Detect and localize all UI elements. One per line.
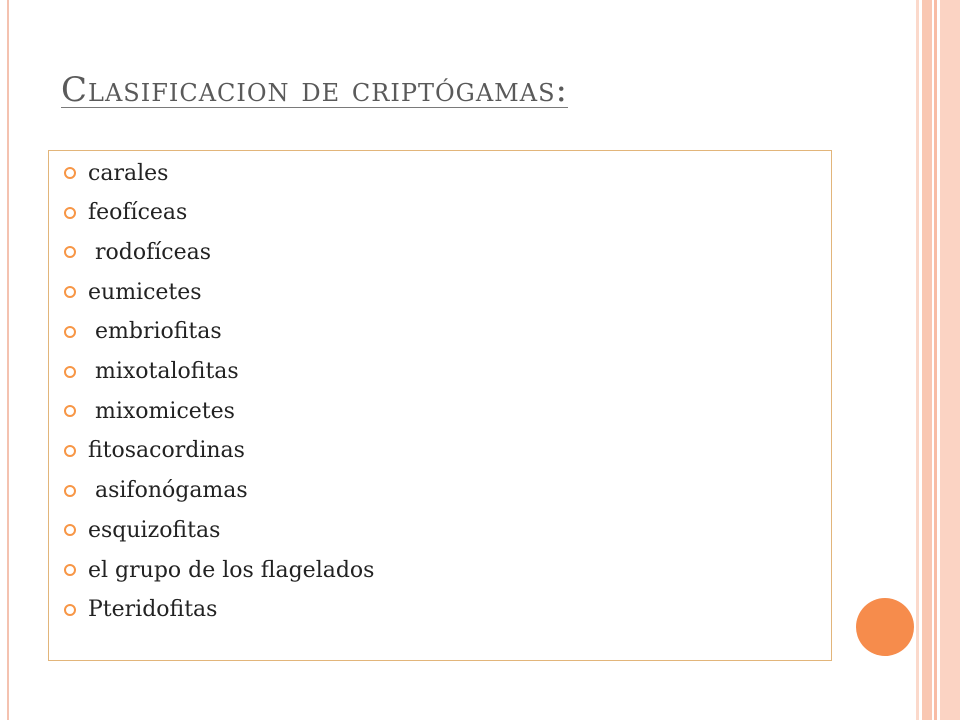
list-item-label: rodofíceas: [88, 239, 212, 265]
ring-bullet-icon: [64, 326, 76, 338]
ring-bullet-icon: [64, 445, 76, 457]
list-item-label: asifonógamas: [88, 478, 248, 504]
slide-title: Clasificacion de criptógamas:: [61, 70, 568, 110]
list-item: [64, 357, 239, 387]
ring-bullet-icon: [64, 246, 76, 258]
list-item-label: eumicetes: [88, 279, 202, 305]
list-item: [64, 436, 245, 466]
list-item: [64, 237, 211, 267]
orange-circle-decoration: [856, 598, 914, 656]
list-item-label: carales: [88, 160, 169, 186]
list-item: [64, 555, 374, 585]
stripe: [934, 0, 937, 720]
ring-bullet-icon: [64, 485, 76, 497]
list-item: [64, 396, 235, 426]
list-item: [64, 198, 187, 228]
ring-bullet-icon: [64, 286, 76, 298]
list-item-label: mixomicetes: [88, 398, 235, 424]
ring-bullet-icon: [64, 207, 76, 219]
list-item-label: mixotalofitas: [88, 359, 239, 384]
list-item: [64, 158, 168, 188]
list-item-label: el grupo de los flagelados: [88, 557, 375, 583]
stripe: [922, 0, 932, 720]
list-item: [64, 515, 220, 545]
left-border-line: [7, 0, 9, 720]
list-item-label: fitosacordinas: [88, 438, 245, 464]
list-item: [64, 476, 248, 506]
ring-bullet-icon: [64, 366, 76, 378]
list-item: [64, 595, 217, 625]
ring-bullet-icon: [64, 405, 76, 417]
list-item-label: feofíceas: [88, 200, 188, 226]
ring-bullet-icon: [64, 524, 76, 536]
ring-bullet-icon: [64, 564, 76, 576]
list-item-label: embriofitas: [88, 319, 222, 345]
list-item-label: Pteridofitas: [88, 597, 218, 623]
ring-bullet-icon: [64, 604, 76, 616]
list-item: [64, 277, 202, 307]
stripe: [940, 0, 960, 720]
right-decorative-stripes: [916, 0, 960, 720]
ring-bullet-icon: [64, 167, 76, 179]
list-item-label: esquizofitas: [88, 517, 221, 543]
list-item: [64, 317, 222, 347]
content-box: [48, 150, 832, 661]
stripe: [916, 0, 919, 720]
